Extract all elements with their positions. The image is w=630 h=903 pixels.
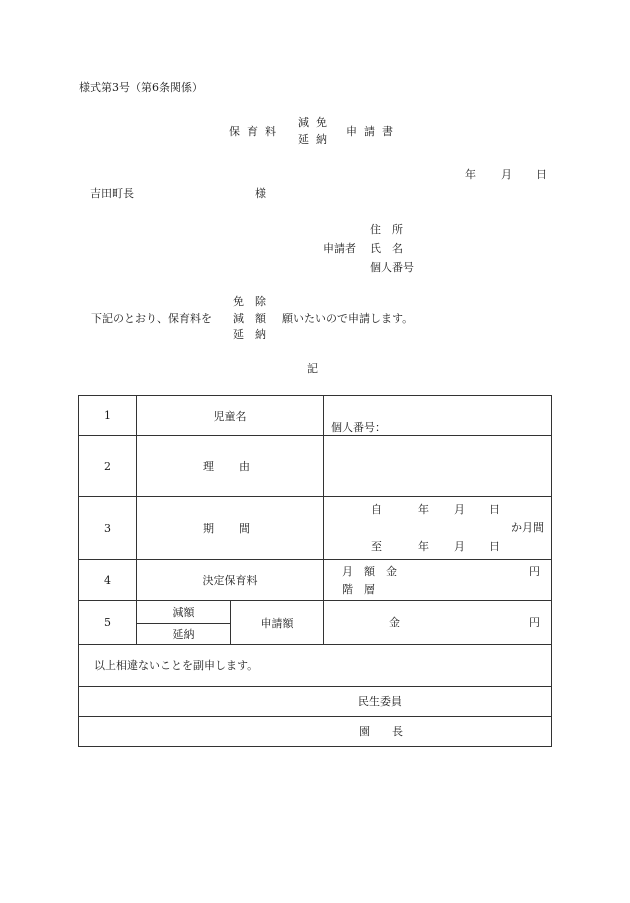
title-part1: 保育料 (229, 125, 283, 138)
applicant-label: 申請者 (323, 242, 356, 255)
row3-number: 3 (79, 497, 137, 560)
request-prefix: 下記のとおり、保育料を (91, 312, 212, 325)
date-year: 年 (465, 168, 476, 181)
table-row-requested-amount (79, 601, 552, 624)
row3-from-day: 日 (489, 503, 500, 516)
row5-deferral-label: 延納 (137, 623, 231, 645)
application-table (78, 395, 552, 747)
request-option-reduction: 減 額 (233, 312, 266, 325)
row4-yen: 円 (529, 565, 540, 578)
applicant-personal-number-label: 個人番号 (370, 261, 414, 274)
addressee-honorific: 様 (255, 187, 266, 200)
row5-number: 5 (79, 601, 137, 645)
row1-label: 児童名 (137, 396, 324, 436)
principal-cell[interactable] (79, 717, 552, 747)
table-row-decided-fee (79, 560, 552, 601)
row4-label: 決定保育料 (137, 560, 324, 601)
row3-from-year: 年 (418, 503, 429, 516)
title-stack-bottom: 延納 (298, 133, 334, 146)
row2-value-cell[interactable] (324, 436, 552, 497)
row4-class-label: 階 層 (342, 583, 375, 596)
row4-value-cell[interactable] (324, 560, 552, 601)
commissioner-label: 民生委員 (358, 695, 402, 708)
ki-label: 記 (307, 362, 318, 375)
table-row-period (79, 497, 552, 560)
row5-label: 申請額 (231, 601, 324, 645)
row3-from-label: 自 (371, 503, 382, 516)
row1-personal-number-label: 個人番号： (331, 421, 386, 434)
title-part2: 申請書 (346, 125, 400, 138)
date-month: 月 (501, 168, 512, 181)
table-row-commissioner (79, 687, 552, 717)
table-row-child-name (79, 396, 552, 436)
row1-number: 1 (79, 396, 137, 436)
request-suffix: 願いたいので申請します。 (282, 312, 414, 325)
applicant-address-label: 住 所 (370, 223, 403, 236)
applicant-name-label: 氏 名 (370, 242, 403, 255)
row5-kin: 金 (389, 616, 400, 629)
row5-yen: 円 (529, 616, 540, 629)
row3-label: 期 間 (137, 497, 324, 560)
request-option-exemption: 免 除 (233, 295, 266, 308)
date-day: 日 (536, 168, 547, 181)
title-stack-top: 減免 (298, 116, 334, 129)
addressee-mayor: 吉田町長 (90, 187, 134, 200)
table-row-principal (79, 717, 552, 747)
table-row-certification (79, 645, 552, 687)
commissioner-cell[interactable] (79, 687, 552, 717)
row3-from-month: 月 (454, 503, 465, 516)
form-number: 様式第3号（第6条関係） (79, 81, 203, 94)
row4-number: 4 (79, 560, 137, 601)
row3-to-label: 至 (371, 540, 382, 553)
row4-monthly-label: 月 額 金 (342, 565, 397, 578)
certification-cell (79, 645, 552, 687)
row2-label: 理 由 (137, 436, 324, 497)
row5-reduction-label: 減額 (137, 601, 231, 624)
table-row-reason (79, 436, 552, 497)
row3-to-year: 年 (418, 540, 429, 553)
row2-number: 2 (79, 436, 137, 497)
row3-value-cell[interactable] (324, 497, 552, 560)
row1-value-cell[interactable] (324, 396, 552, 436)
row3-months-label: か月間 (511, 521, 544, 534)
request-option-deferral: 延 納 (233, 328, 266, 341)
row5-value-cell[interactable] (324, 601, 552, 645)
certification-text: 以上相違ないことを副申します。 (94, 659, 259, 672)
row3-to-day: 日 (489, 540, 500, 553)
row3-to-month: 月 (454, 540, 465, 553)
principal-label: 園 長 (359, 725, 403, 738)
